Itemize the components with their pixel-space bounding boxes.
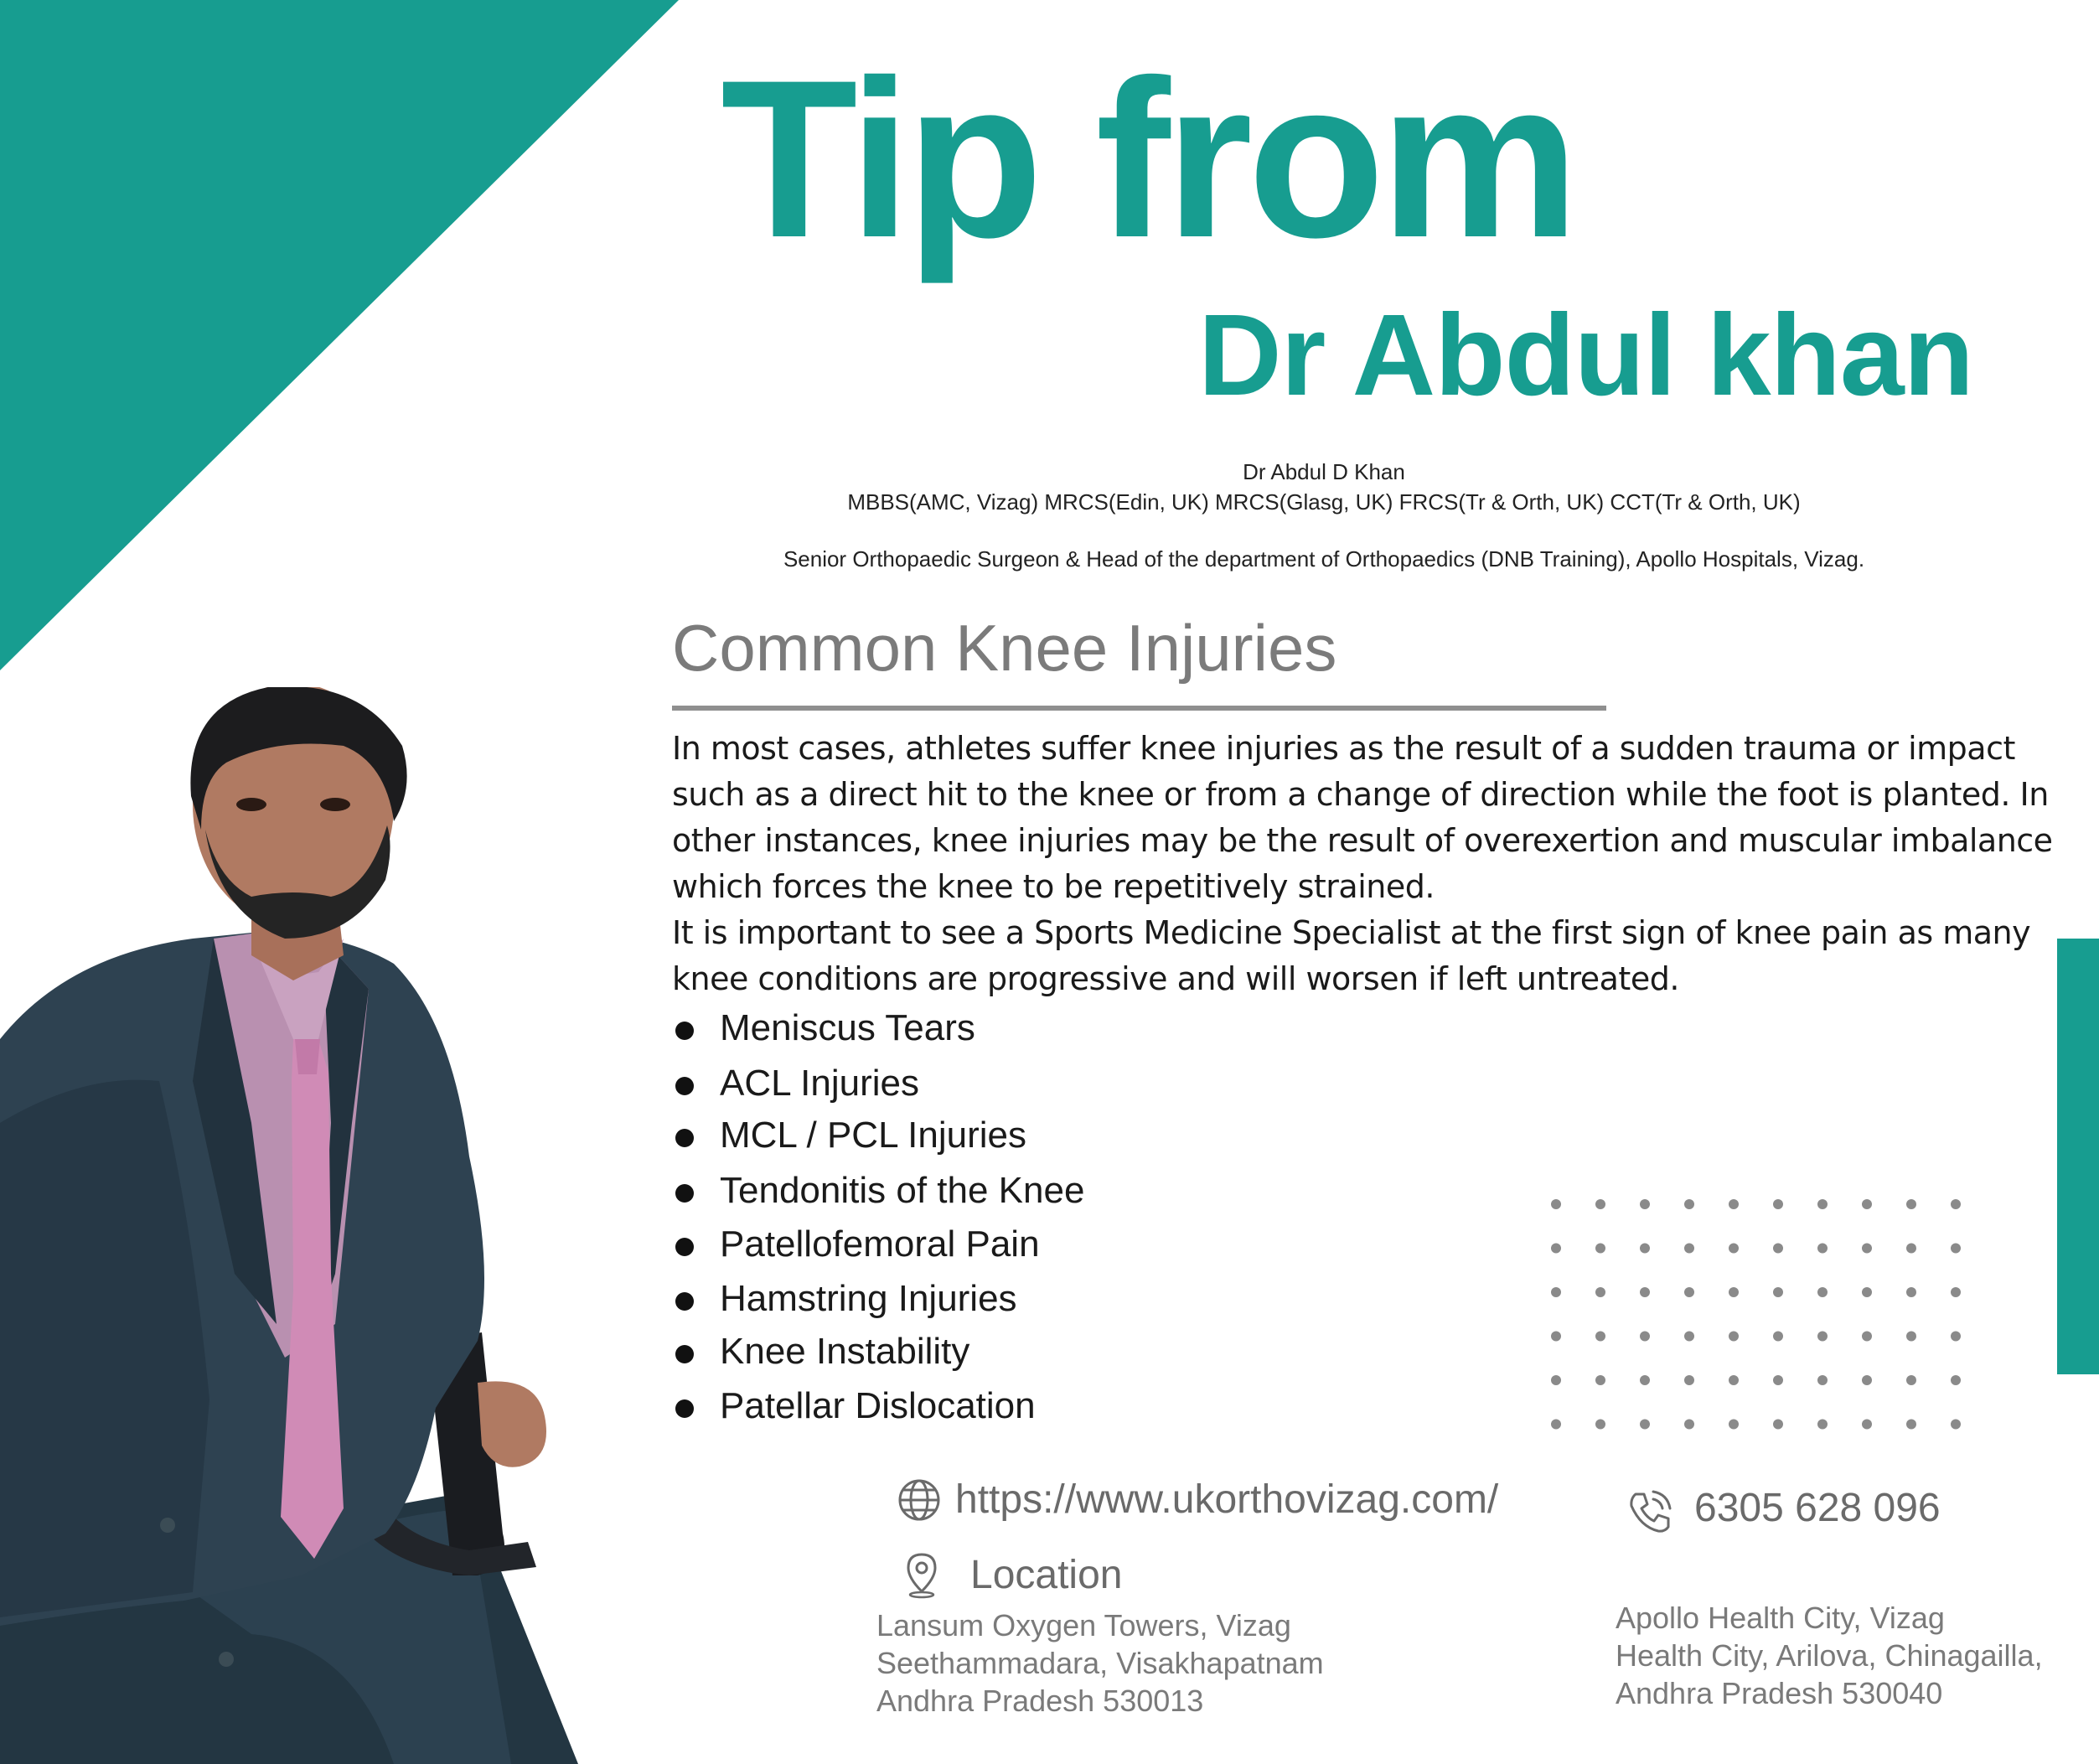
grid-dot xyxy=(1906,1420,1916,1430)
address-1-line-1: Lansum Oxygen Towers, Vizag xyxy=(876,1608,1291,1642)
section-heading: Common Knee Injuries xyxy=(672,611,1337,685)
grid-dot xyxy=(1773,1244,1783,1254)
poster: Tip from Dr Abdul khan Dr Abdul D Khan MBBS(AMC, Vizag) MRCS(Edin, UK) MRCS(Glasg, UK) FRCS(Tr & Orth, UK) CCT(Tr & Orth, UK) Senior Orthopaedic Surgeon & Head of the department of Orthopaedics (DNB Training), Apollo Hospitals, Vizag. Common Knee Injuries In most cases, athletes suffer knee injuries as the result of a sudden trauma or impact such as a direct hit to the knee or from a change of direction while the foot is planted. In other instances, knee injuries may be the result of overexertion and muscular imbalance which forces the knee to be repetitively strained. It is important to see a Sports Medicine Specialist at the first sign of knee pain as many knee conditions are progressive and will worsen if left untreated. Meniscus Tears ACL Injuries MCL / PCL Injuries Tendonitis of the Knee Patellofemoral Pain Hamstring Injuries Knee Instability Patellar Dislocation https://www.ukorthovizag.com/ 6305 628 096 Location Lansum Oxygen Towers, Vizag Seethammadara, Visakhapatnam Andhra Pradesh 530013 Apollo Health City, Vizag Health City, Arilova, Chinagailla, Andhra Pradesh 530040 xyxy=(0,0,2099,1764)
grid-dot xyxy=(1817,1420,1828,1430)
bullet-icon xyxy=(675,1399,694,1418)
grid-dot xyxy=(1684,1375,1694,1385)
grid-dot xyxy=(1595,1375,1605,1385)
grid-dot xyxy=(1551,1199,1561,1209)
grid-dot xyxy=(1595,1199,1605,1209)
location-label: Location xyxy=(970,1553,1123,1597)
grid-dot xyxy=(1684,1244,1694,1254)
grid-dot xyxy=(1951,1244,1961,1254)
grid-dot xyxy=(1906,1287,1916,1297)
grid-dot xyxy=(1595,1420,1605,1430)
bullet-icon xyxy=(675,1345,694,1363)
grid-dot xyxy=(1640,1244,1650,1254)
phone-call-icon xyxy=(1626,1487,1674,1536)
address-2-line-1: Apollo Health City, Vizag xyxy=(1616,1601,1945,1635)
intro-text xyxy=(672,726,2088,1002)
grid-dot xyxy=(1862,1287,1872,1297)
bullet-icon xyxy=(675,1238,694,1256)
intro-paragraph-1: In most cases, athletes suffer knee injuries as the result of a sudden trauma or impact such as a direct hit to the knee or from a change of direction while the foot is planted. In other instances, knee injuries may be the result of overexertion and muscular imbalance which forces the knee to be repetitively strained. xyxy=(672,730,2053,905)
grid-dot xyxy=(1773,1332,1783,1342)
bullet-icon xyxy=(675,1292,694,1311)
grid-dot xyxy=(1640,1332,1650,1342)
grid-dot xyxy=(1729,1375,1739,1385)
heading-underline xyxy=(672,706,1606,711)
grid-dot xyxy=(1951,1420,1961,1430)
grid-dot xyxy=(1951,1287,1961,1297)
grid-dot xyxy=(1906,1375,1916,1385)
grid-dot xyxy=(1551,1375,1561,1385)
grid-dot xyxy=(1817,1244,1828,1254)
address-1-line-3: Andhra Pradesh 530013 xyxy=(876,1684,1204,1718)
grid-dot xyxy=(1551,1244,1561,1254)
grid-dot xyxy=(1862,1420,1872,1430)
grid-dot xyxy=(1729,1287,1739,1297)
bullet-icon xyxy=(675,1129,694,1147)
grid-dot xyxy=(1951,1375,1961,1385)
grid-dot xyxy=(1684,1287,1694,1297)
grid-dot xyxy=(1595,1244,1605,1254)
grid-dot xyxy=(1951,1199,1961,1209)
intro-paragraph-2: It is important to see a Sports Medicine Specialist at the first sign of knee pain as many knee conditions are progressive and will worsen if left untreated. xyxy=(672,914,2031,997)
grid-dot xyxy=(1906,1244,1916,1254)
title-tip-from: Tip from xyxy=(721,33,1575,284)
grid-dot xyxy=(1773,1199,1783,1209)
grid-dot xyxy=(1640,1375,1650,1385)
grid-dot xyxy=(1729,1199,1739,1209)
globe-icon xyxy=(897,1477,942,1523)
credential-name: Dr Abdul D Khan xyxy=(1243,459,1405,484)
grid-dot xyxy=(1684,1420,1694,1430)
grid-dot xyxy=(1906,1332,1916,1342)
grid-dot xyxy=(1773,1420,1783,1430)
credential-role: Senior Orthopaedic Surgeon & Head of the department of Orthopaedics (DNB Training), Apollo Hospitals, Vizag. xyxy=(783,546,1865,572)
grid-dot xyxy=(1862,1199,1872,1209)
grid-dot xyxy=(1817,1199,1828,1209)
title-doctor-name: Dr Abdul khan xyxy=(1198,291,1973,420)
right-accent-bar xyxy=(2057,939,2099,1374)
grid-dot xyxy=(1551,1332,1561,1342)
grid-dot xyxy=(1817,1332,1828,1342)
address-2-line-2: Health City, Arilova, Chinagailla, xyxy=(1616,1638,2043,1673)
grid-dot xyxy=(1640,1199,1650,1209)
phone-number[interactable]: 6305 628 096 xyxy=(1694,1486,1941,1530)
address-block-2 xyxy=(1616,1599,2043,1712)
bullet-icon xyxy=(675,1077,694,1095)
grid-dot xyxy=(1640,1420,1650,1430)
address-block-1 xyxy=(876,1606,1324,1720)
website-link[interactable]: https://www.ukorthovizag.com/ xyxy=(955,1477,1499,1522)
grid-dot xyxy=(1817,1287,1828,1297)
grid-dot xyxy=(1595,1332,1605,1342)
doctor-portrait xyxy=(0,687,587,1764)
grid-dot xyxy=(1551,1287,1561,1297)
grid-dot xyxy=(1951,1332,1961,1342)
address-2-line-3: Andhra Pradesh 530040 xyxy=(1616,1676,1943,1710)
grid-dot xyxy=(1684,1332,1694,1342)
dot-grid-decoration xyxy=(1550,1198,1969,1433)
grid-dot xyxy=(1640,1287,1650,1297)
grid-dot xyxy=(1684,1199,1694,1209)
grid-dot xyxy=(1595,1287,1605,1297)
grid-dot xyxy=(1817,1375,1828,1385)
grid-dot xyxy=(1862,1244,1872,1254)
grid-dot xyxy=(1906,1199,1916,1209)
grid-dot xyxy=(1729,1332,1739,1342)
credential-qualifications: MBBS(AMC, Vizag) MRCS(Edin, UK) MRCS(Glasg, UK) FRCS(Tr & Orth, UK) CCT(Tr & Orth, UK) xyxy=(847,489,1801,515)
grid-dot xyxy=(1551,1420,1561,1430)
grid-dot xyxy=(1773,1287,1783,1297)
location-pin-icon xyxy=(905,1552,938,1599)
grid-dot xyxy=(1862,1375,1872,1385)
address-1-line-2: Seethammadara, Visakhapatnam xyxy=(876,1646,1324,1680)
bullet-icon xyxy=(675,1184,694,1203)
bullet-icon xyxy=(675,1022,694,1040)
corner-triangle-decoration xyxy=(0,0,679,670)
grid-dot xyxy=(1773,1375,1783,1385)
grid-dot xyxy=(1729,1420,1739,1430)
grid-dot xyxy=(1862,1332,1872,1342)
grid-dot xyxy=(1729,1244,1739,1254)
